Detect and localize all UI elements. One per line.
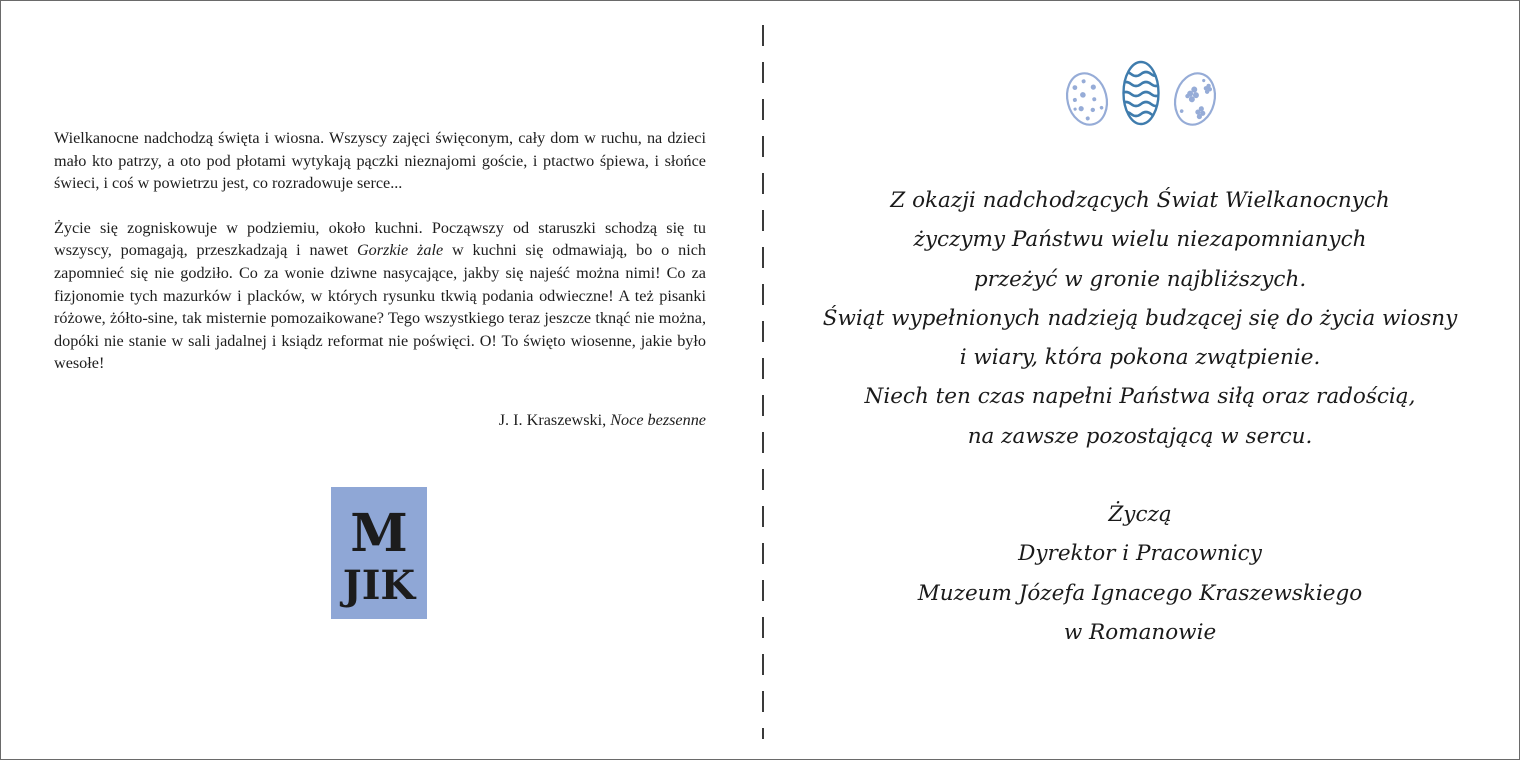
greeting-line: Z okazji nadchodzących Świat Wielkanocnych [890, 188, 1390, 213]
quote-paragraph-2-start: Życie się zogniskowuje w podziemiu, około kuchni. Począwszy od staruszki schodzą się tu wszyscy, pomagają, przeszkadzają i nawet [54, 218, 706, 260]
museum-logo [331, 487, 427, 619]
signature-line: Życzą [1108, 502, 1172, 528]
easter-eggs-decoration [1061, 59, 1221, 129]
quote-paragraph-2-end: w kuchni się odmawiają, bo o nich zapomnieć się nie godziło. Co za wonie dziwne nasycające, jakby się najeść można nimi! Co za fizjonomie tych mazurków i placków, w których rysunku tkwią podania odwieczne! A też pisanki różowe, żółto-sine, tak misternie pomozaikowane? Tego wszystkiego teraz jeszcze tknąć nie można, dopóki nie stanie w sali jadalnej i ksiądz reformat nie poświęci. O! To święto wiosenne, jakie było wesołe! [54, 241, 706, 373]
quote-paragraph-2 [54, 217, 706, 375]
quote-paragraph-1: Wielkanocne nadchodzą święta i wiosna. Wszyscy zajęci święconym, cały dom w ruchu, na dzieci mało kto patrzy, a oto pod płotami wytykają pączki nieznajomi goście, i ptactwo śpiewa, i słońce świeci, i coś w powietrzu jest, co rozradowuje serce... [54, 129, 706, 193]
author-name: J. I. Kraszewski, [498, 410, 611, 429]
quote-section [54, 127, 706, 432]
egg-flowers-icon [1170, 69, 1220, 129]
greeting-section [781, 181, 1499, 652]
signature-line: Dyrektor i Pracownicy [1018, 541, 1262, 567]
greeting-line: przeżyć w gronie najbliższych. [973, 266, 1307, 292]
signature-line: w Romanowie [1063, 619, 1217, 645]
greeting-line: i wiary, która pokona zwątpienie. [959, 345, 1321, 371]
greeting-line: Świąt wypełnionych nadzieją budzącej się do życia wiosny [822, 305, 1458, 331]
quote-author [54, 409, 706, 432]
egg-dots-icon [1062, 69, 1112, 129]
quote-italic-title: Gorzkie żale [356, 241, 444, 260]
egg-waves-icon [1121, 62, 1161, 124]
greeting-line: Niech ten czas napełni Państwa siłą oraz radością, [864, 384, 1416, 410]
logo-letters-jik: JIK [342, 562, 416, 609]
greeting-line: życzymy Państwu wielu niezapomnianych [913, 227, 1367, 253]
logo-letter-m: M [350, 503, 408, 564]
fold-dashed-line [762, 25, 764, 739]
signature [781, 495, 1499, 652]
greeting-line: na zawsze pozostającą w sercu. [967, 423, 1313, 449]
signature-line: Muzeum Józefa Ignacego Kraszewskiego [917, 580, 1363, 606]
book-title: Noce bezsenne [610, 410, 706, 429]
greeting-text [781, 181, 1499, 456]
